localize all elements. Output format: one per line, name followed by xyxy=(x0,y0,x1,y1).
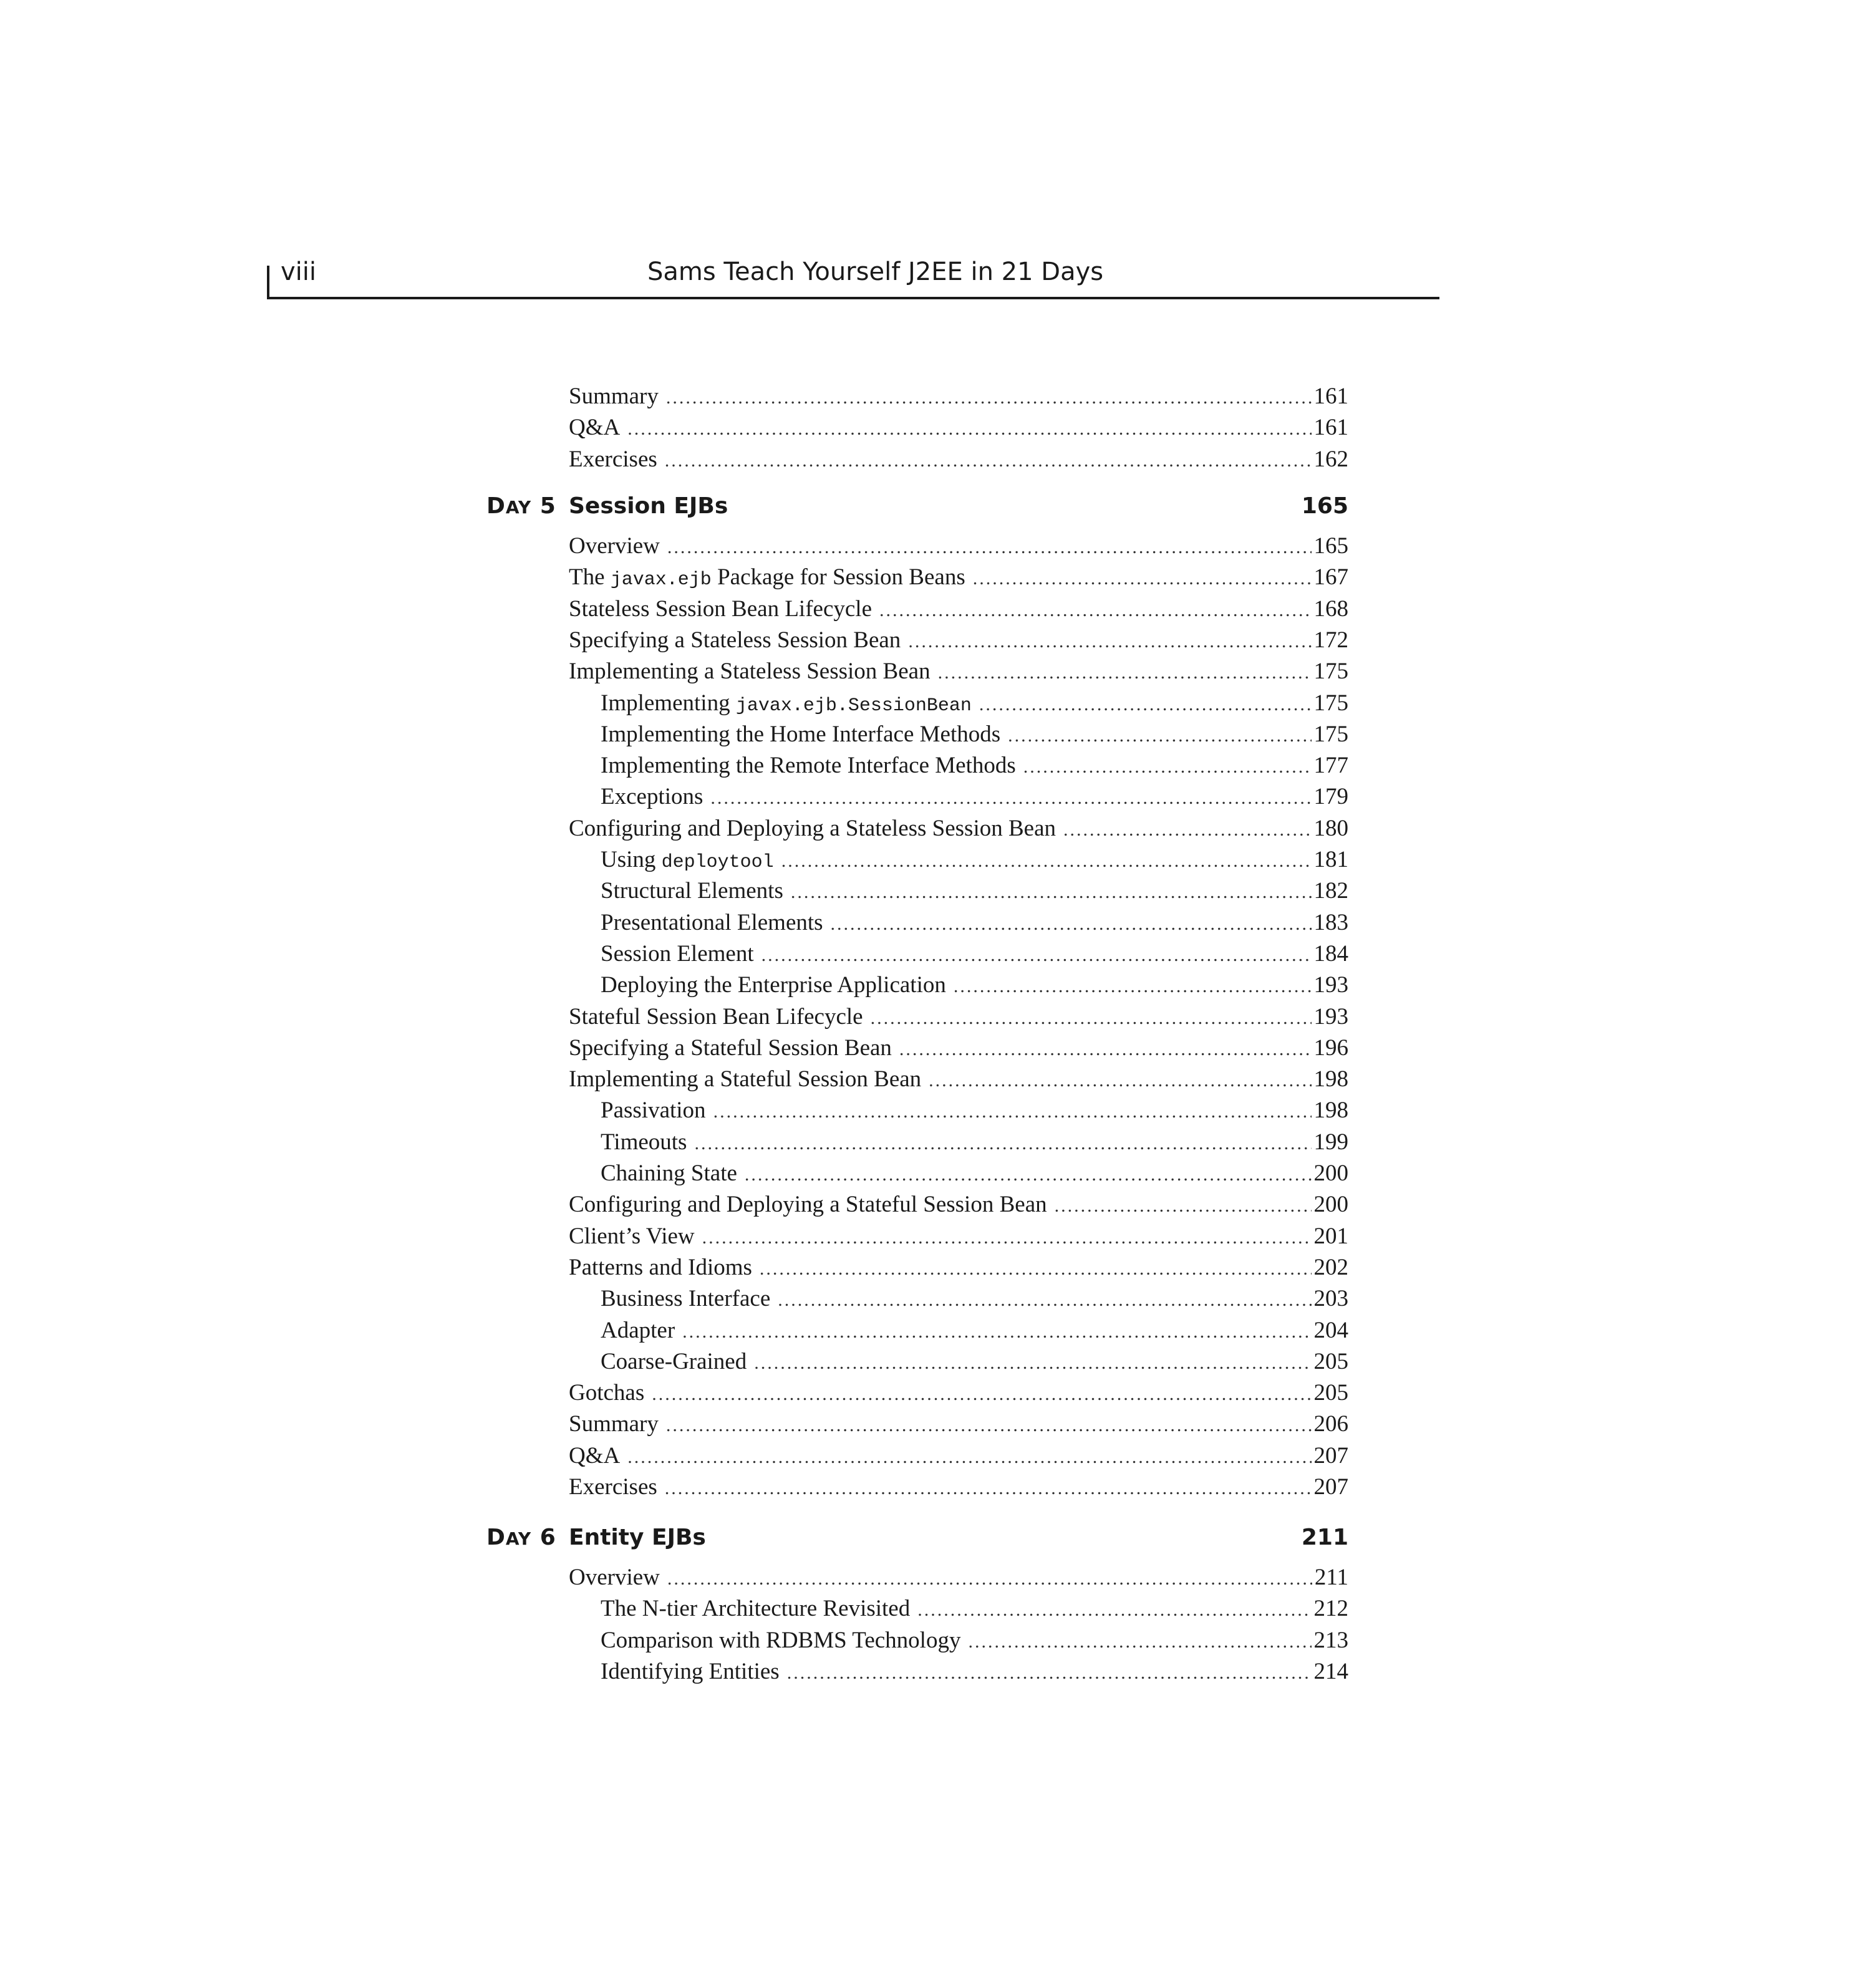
toc-entry-label: Coarse-Grained xyxy=(601,1348,747,1374)
toc-entry-label-text: Using xyxy=(601,847,662,872)
toc-entry[interactable] xyxy=(601,1094,1348,1127)
toc-entry[interactable] xyxy=(601,1126,1348,1159)
toc-page-number: 193 xyxy=(1313,972,1348,998)
toc-page-number: 161 xyxy=(1313,415,1348,441)
dot-leader xyxy=(871,1002,1312,1035)
toc-entry-label: Overview xyxy=(569,533,660,559)
toc-page-number: 212 xyxy=(1313,1596,1348,1622)
chapter-page-number: 211 xyxy=(1301,1525,1348,1550)
toc-page-number: 177 xyxy=(1313,753,1348,779)
toc-entry[interactable] xyxy=(569,1220,1348,1253)
toc-entry-label: Implementing the Home Interface Methods xyxy=(601,721,1001,747)
toc-page-number: 167 xyxy=(1313,564,1348,591)
toc-page-number: 175 xyxy=(1313,690,1348,716)
toc-page-number: 162 xyxy=(1313,446,1348,472)
chapter-day-label xyxy=(486,488,556,526)
toc-entry-label: Structural Elements xyxy=(601,878,783,904)
dot-leader xyxy=(761,939,1312,972)
day-small-caps: AY xyxy=(505,1528,532,1549)
toc-entry-label: Implementing the Remote Interface Methods xyxy=(601,753,1016,779)
dot-leader xyxy=(665,1472,1312,1505)
dot-leader xyxy=(627,1441,1311,1474)
toc-entry-label: Adapter xyxy=(601,1317,675,1343)
toc-page-number: 193 xyxy=(1313,1003,1348,1030)
toc-page-number: 175 xyxy=(1313,721,1348,747)
dot-leader xyxy=(710,782,1311,814)
toc-page-number: 180 xyxy=(1313,815,1348,841)
toc-entry-label: Summary xyxy=(569,384,659,409)
dot-leader xyxy=(879,594,1311,627)
dot-leader xyxy=(667,1563,1312,1595)
toc-entry-label xyxy=(601,844,774,879)
dot-leader xyxy=(754,1347,1311,1379)
toc-page-number: 207 xyxy=(1313,1474,1348,1500)
chapter-day-label xyxy=(486,1519,556,1558)
dot-leader xyxy=(694,1127,1311,1160)
toc-page-number: 203 xyxy=(1313,1286,1348,1312)
toc-entry-label: Passivation xyxy=(601,1098,706,1124)
dot-leader xyxy=(781,845,1312,877)
dot-leader xyxy=(908,625,1311,658)
dot-leader xyxy=(1055,1190,1312,1222)
toc-entry-label: Session Element xyxy=(601,940,754,967)
running-title: Sams Teach Yourself J2EE in 21 Days xyxy=(647,258,1104,286)
dot-leader xyxy=(652,1378,1311,1411)
toc-page-number: 175 xyxy=(1313,659,1348,685)
toc-entry[interactable] xyxy=(601,938,1348,970)
toc-entry[interactable] xyxy=(569,1377,1348,1409)
chapter-page-number: 165 xyxy=(1301,493,1348,519)
toc-entry-label: Implementing a Stateless Session Bean xyxy=(569,659,931,685)
toc-entry-label: The N-tier Architecture Revisited xyxy=(601,1596,911,1622)
toc-entry[interactable] xyxy=(569,412,1348,444)
day-number: 6 xyxy=(539,1525,556,1550)
toc-entry-label: Exceptions xyxy=(601,784,703,810)
dot-leader xyxy=(1063,814,1311,846)
toc-entry-label: Specifying a Stateful Session Bean xyxy=(569,1035,892,1061)
toc-page-number: 200 xyxy=(1313,1192,1348,1218)
toc-entry[interactable] xyxy=(601,1157,1348,1190)
chapter-title: Entity EJBs xyxy=(569,1525,706,1550)
toc-page-number: 200 xyxy=(1313,1160,1348,1186)
toc-entry[interactable] xyxy=(569,1561,1348,1594)
toc-page-number: 214 xyxy=(1313,1658,1348,1684)
toc-entry[interactable] xyxy=(601,781,1348,813)
header-horizontal-rule xyxy=(267,297,1439,299)
dot-leader xyxy=(954,970,1312,1003)
toc-entry[interactable] xyxy=(601,1315,1348,1347)
toc-entry-label: Comparison with RDBMS Technology xyxy=(601,1627,961,1653)
toc-entry-label xyxy=(601,687,972,722)
toc-page-number: 161 xyxy=(1313,384,1348,409)
dot-leader xyxy=(979,688,1312,721)
dot-leader xyxy=(713,1096,1312,1128)
toc-entry-code: javax.ejb.SessionBean xyxy=(735,695,972,717)
dot-leader xyxy=(665,445,1312,477)
toc-entry-label: Configuring and Deploying a Stateless Session Bean xyxy=(569,815,1056,841)
toc-entry[interactable] xyxy=(569,813,1348,845)
toc-entry[interactable] xyxy=(569,1408,1348,1440)
day-small-caps: AY xyxy=(505,497,532,518)
header-vertical-rule xyxy=(267,266,269,299)
toc-page-number: 199 xyxy=(1313,1129,1348,1155)
toc-entry-label-text: The xyxy=(569,564,611,591)
toc-entry-label: Chaining State xyxy=(601,1160,737,1186)
toc-page-number: 196 xyxy=(1313,1035,1348,1061)
toc-entry[interactable] xyxy=(569,530,1348,562)
toc-entry-label: Implementing a Stateful Session Bean xyxy=(569,1066,922,1093)
toc-entry[interactable] xyxy=(569,1471,1348,1503)
toc-entry-label: Configuring and Deploying a Stateful Session Bean xyxy=(569,1192,1047,1218)
running-header xyxy=(267,254,1439,299)
toc-page-number: 201 xyxy=(1313,1223,1348,1249)
toc-entry[interactable] xyxy=(569,1063,1348,1096)
chapter-title: Session EJBs xyxy=(569,493,728,519)
day-prefix: D xyxy=(486,1525,506,1550)
toc-entry-label: Business Interface xyxy=(601,1286,771,1312)
toc-entry-label: Timeouts xyxy=(601,1129,687,1155)
toc-page-number: 184 xyxy=(1313,940,1348,967)
toc-entry[interactable] xyxy=(569,1032,1348,1064)
dot-leader xyxy=(666,382,1312,414)
dot-leader xyxy=(917,1594,1311,1626)
toc-page-number: 198 xyxy=(1313,1098,1348,1124)
toc-entry-label: Q&A xyxy=(569,415,621,441)
dot-leader xyxy=(1008,720,1311,752)
toc-page-number: 198 xyxy=(1313,1066,1348,1093)
toc-page-number: 202 xyxy=(1313,1254,1348,1280)
toc-entry-label: Overview xyxy=(569,1565,660,1590)
toc-entry[interactable] xyxy=(601,875,1348,907)
toc-entry-label: Stateful Session Bean Lifecycle xyxy=(569,1003,863,1030)
toc-entry[interactable] xyxy=(601,1656,1348,1688)
dot-leader xyxy=(745,1159,1312,1191)
chapter-heading-day6[interactable] xyxy=(486,1519,1348,1556)
toc-entry[interactable] xyxy=(569,1440,1348,1472)
toc-page-number: 207 xyxy=(1313,1442,1348,1469)
toc-entry-label: Exercises xyxy=(569,1474,657,1500)
page-folio: viii xyxy=(281,258,317,286)
dot-leader xyxy=(627,413,1311,445)
toc-entry-label-text: Implementing xyxy=(601,690,736,716)
dot-leader xyxy=(787,1657,1312,1689)
dot-leader xyxy=(938,657,1312,689)
toc-entry-label: Identifying Entities xyxy=(601,1658,780,1684)
toc-entry-label: Exercises xyxy=(569,446,657,472)
toc-page-number: 183 xyxy=(1313,909,1348,935)
toc-entry[interactable] xyxy=(601,1346,1348,1378)
toc-entry[interactable] xyxy=(569,593,1348,625)
toc-entry[interactable] xyxy=(601,844,1348,876)
toc-entry-code: deploytool xyxy=(661,852,774,873)
day-prefix: D xyxy=(486,493,506,519)
toc-entry[interactable] xyxy=(569,380,1348,413)
toc-entry[interactable] xyxy=(601,718,1348,751)
toc-entry-label: Stateless Session Bean Lifecycle xyxy=(569,596,873,622)
toc-page-number: 205 xyxy=(1313,1380,1348,1406)
toc-entry-label: Client’s View xyxy=(569,1223,695,1249)
dot-leader xyxy=(778,1284,1311,1316)
toc-page-number: 206 xyxy=(1313,1411,1348,1437)
toc-entry-label: Patterns and Idioms xyxy=(569,1254,752,1280)
toc-page-number: 172 xyxy=(1313,627,1348,653)
toc-entry-label: Specifying a Stateless Session Bean xyxy=(569,627,901,653)
toc-entry-label xyxy=(569,561,965,596)
dot-leader xyxy=(702,1222,1312,1254)
day-number: 5 xyxy=(539,493,556,519)
toc-page-number: 211 xyxy=(1314,1565,1348,1590)
toc-entry-label: Q&A xyxy=(569,1442,621,1469)
toc-entry-code: javax.ejb xyxy=(610,569,712,591)
toc-entry[interactable] xyxy=(569,443,1348,476)
toc-page-number: 168 xyxy=(1313,596,1348,622)
toc-entry[interactable] xyxy=(569,561,1348,594)
toc-entry[interactable] xyxy=(601,907,1348,939)
toc-entry-label: Presentational Elements xyxy=(601,909,823,935)
dot-leader xyxy=(899,1033,1312,1066)
toc-entry[interactable] xyxy=(569,624,1348,657)
toc-entry[interactable] xyxy=(601,750,1348,782)
toc-page-number: 213 xyxy=(1313,1627,1348,1653)
dot-leader xyxy=(682,1316,1311,1348)
toc-page-number: 165 xyxy=(1313,533,1348,559)
toc-entry[interactable] xyxy=(601,1624,1348,1657)
chapter-heading-day5[interactable] xyxy=(486,488,1348,525)
toc-entry[interactable] xyxy=(601,687,1348,720)
toc-entry[interactable] xyxy=(569,1189,1348,1221)
toc-entry-label: Summary xyxy=(569,1411,659,1437)
toc-entry-label: Deploying the Enterprise Application xyxy=(601,972,946,998)
toc-page-number: 179 xyxy=(1313,784,1348,810)
dot-leader xyxy=(1023,751,1312,783)
toc-page-number: 182 xyxy=(1313,878,1348,904)
dot-leader xyxy=(791,876,1312,909)
toc-entry-label-text: Package for Session Beans xyxy=(711,564,965,591)
toc-entry[interactable] xyxy=(569,1001,1348,1033)
dot-leader xyxy=(760,1253,1312,1285)
dot-leader xyxy=(929,1064,1311,1097)
dot-leader xyxy=(666,1409,1312,1442)
toc-entry[interactable] xyxy=(601,1593,1348,1625)
dot-leader xyxy=(968,1626,1311,1658)
dot-leader xyxy=(667,531,1312,564)
toc-entry-label: Gotchas xyxy=(569,1380,645,1406)
toc-entry[interactable] xyxy=(601,969,1348,1001)
toc-entry[interactable] xyxy=(601,1283,1348,1315)
toc-entry[interactable] xyxy=(569,1252,1348,1284)
toc-entry[interactable] xyxy=(569,655,1348,688)
dot-leader xyxy=(831,908,1312,940)
toc-page-number: 204 xyxy=(1313,1317,1348,1343)
toc-page-number: 181 xyxy=(1313,847,1348,872)
toc-page-number: 205 xyxy=(1313,1348,1348,1374)
dot-leader xyxy=(973,562,1312,595)
